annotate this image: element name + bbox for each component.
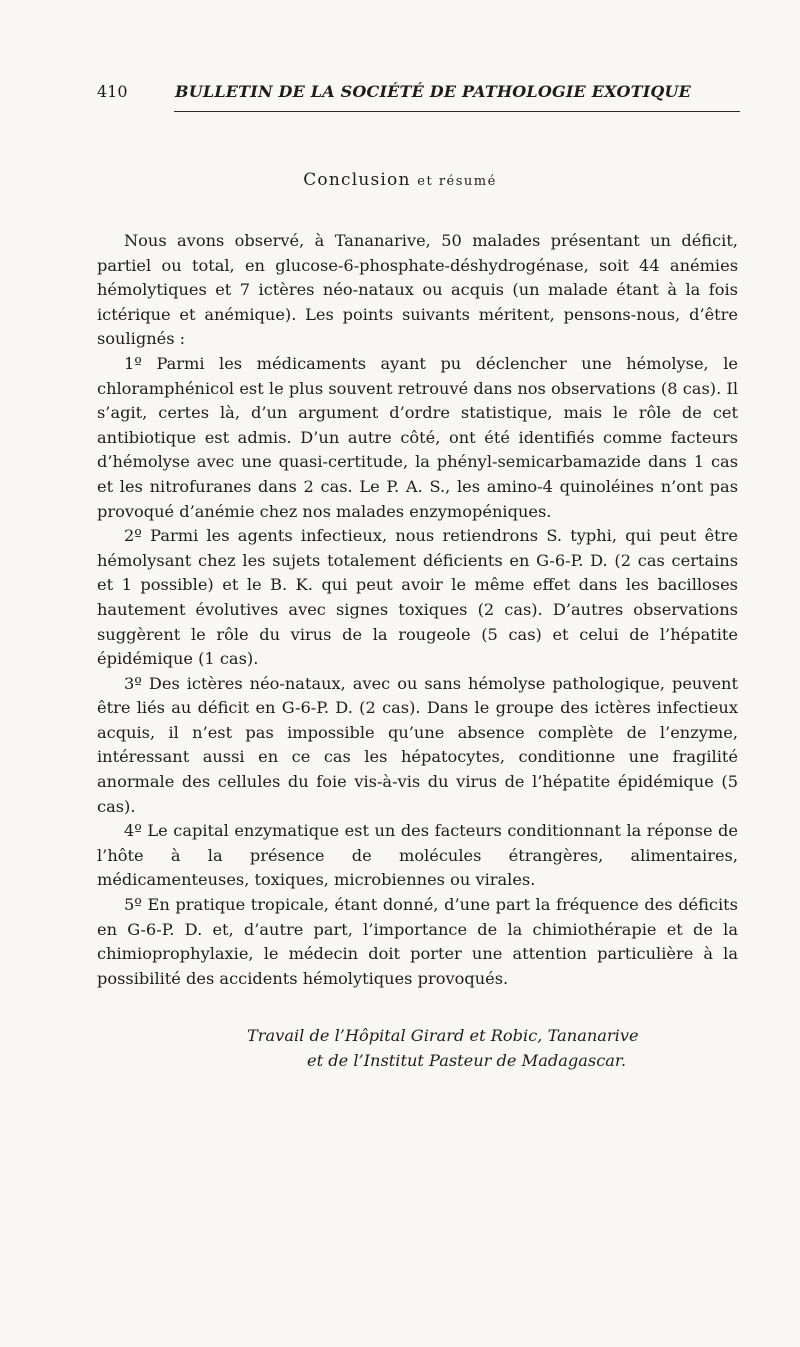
section-heading-part-1: Conclusion [303,170,411,190]
paragraph-point-3: 3º Des ictères néo-nataux, avec ou sans hémolyse pathologique, peuvent être liés au déficit en G-6-P. D. (2 cas). Dans le groupe des ictères infectieux acquis, il n’est pas impossible qu’une absence complète de l’enzyme, intéressant aussi en ce cas les hépatocytes, conditionne une fragilité anormale des cellules du foie vis-à-vis du virus de l’hépatite épidémique (5 cas). [97,673,738,816]
paragraph-point-1: 1º Parmi les médicaments ayant pu déclencher une hémolyse, le chloramphénicol est le plus souvent retrouvé dans nos observations (8 cas). Il s’agit, certes là, d’un argument d’ordre statistique, mais le rôle de cet antibiotique est admis. D’un autre côté, ont été identifiés comme facteurs d’hémolyse avec une quasi-certitude, la phényl-semicarbamazide dans 1 cas et les nitrofuranes dans 2 cas. Le P. A. S., les amino-4 quinoléines n’ont pas provoqué d’anémie chez nos malades enzymopéniques. [97,353,738,521]
journal-title: BULLETIN DE LA SOCIÉTÉ DE PATHOLOGIE EXOTIQUE [175,82,692,101]
body-text [97,229,738,991]
affiliation-signature [97,1024,739,1073]
paragraph-point-2: 2º Parmi les agents infectieux, nous retiendrons S. typhi, qui peut être hémolysant chez les sujets totalement déficients en G-6-P. D. (2 cas certains et 1 possible) et le B. K. qui peut avoir le même effet dans les bacilloses hautement évolutives avec signes toxiques (2 cas). D’autres observations suggèrent le rôle du virus de la rougeole (5 cas) et celui de l’hépatite épidémique (1 cas). [97,526,738,669]
header-rule [174,111,740,112]
section-heading-part-2: et résumé [417,174,497,189]
page-number: 410 [97,82,128,101]
affiliation-line-1: Travail de l’Hôpital Girard et Robic, Tananarive [247,1026,639,1045]
running-header [97,80,739,104]
paragraph-intro: Nous avons observé, à Tananarive, 50 malades présentant un déficit, partiel ou total, en glucose-6-phosphate-déshydrogénase, soit 44 anémies hémolytiques et 7 ictères néo-nataux ou acquis (un malade étant à la fois ictérique et anémique). Les points suivants méritent, pensons-nous, d’être soulignés : [97,231,738,349]
affiliation-line-2: et de l’Institut Pasteur de Madagascar. [307,1050,627,1070]
paragraph-point-5: 5º En pratique tropicale, étant donné, d’une part la fréquence des déficits en G-6-P. D. et, d’autre part, l’importance de la chimiothérapie et de la chimioprophylaxie, le médecin doit porter une attention particulière à la possibilité des accidents hémolytiques provoqués. [97,895,738,988]
paragraph-point-4: 4º Le capital enzymatique est un des facteurs conditionnant la réponse de l’hôte à la présence de molécules étrangères, alimentaires, médicamenteuses, toxiques, microbiennes ou virales. [97,821,738,890]
section-heading [0,168,800,194]
